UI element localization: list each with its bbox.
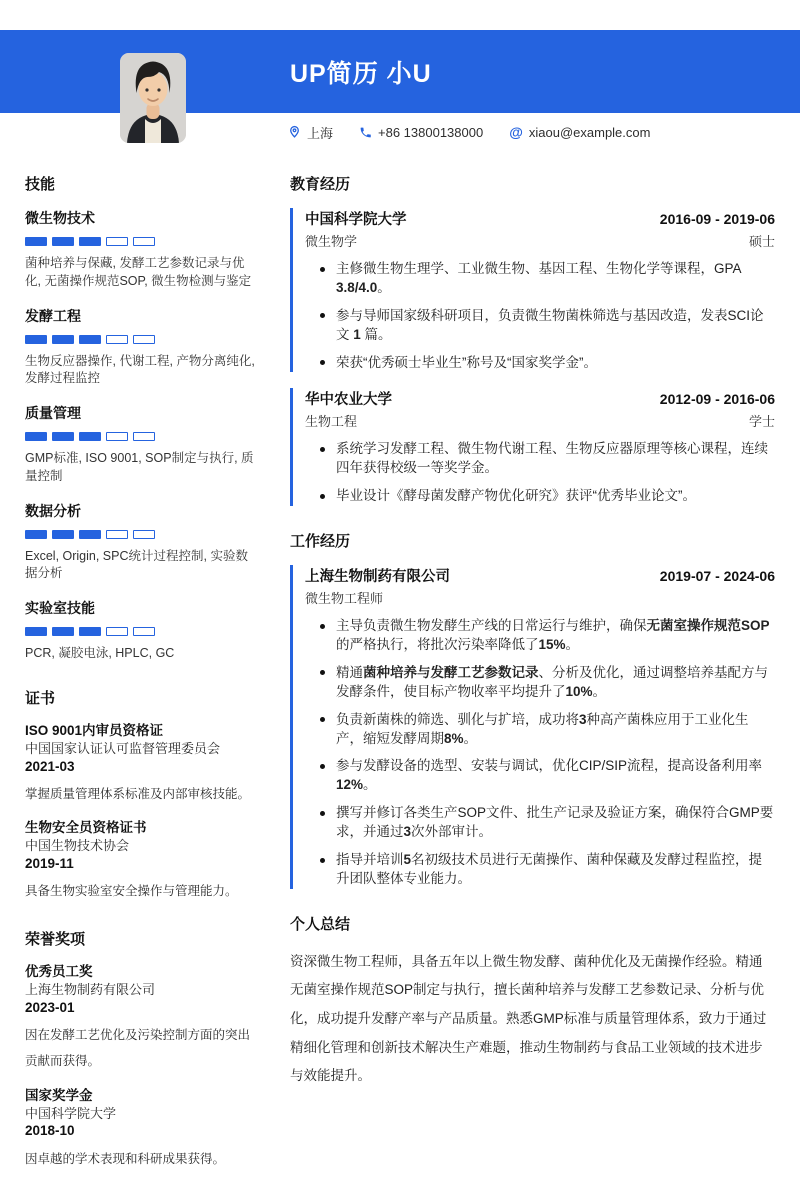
bullet-text: 负责新菌株的筛选、驯化与扩培，成功将 [336,711,579,727]
skill-level-bar [25,627,257,636]
bullet-text: 次外部审计。 [411,824,493,840]
bullet-text: 3.8/4.0 [336,279,378,295]
bullet-text: 撰写并修订各类生产SOP文件、批生产记录及验证方案，确保符合GMP要求，并通过 [336,805,774,840]
contact-row [288,123,800,141]
credential-title: ISO 9001内审员资格证 [25,722,164,738]
education-list [290,208,775,506]
credential-description: 因在发酵工艺优化及污染控制方面的突出贡献而获得。 [25,1028,251,1069]
skill-description: PCR, 凝胶电泳, HPLC, GC [25,646,175,660]
contact-email [509,125,650,140]
awards-heading: 荣誉奖项 [25,931,86,949]
sidebar [25,173,257,1196]
entry-header [305,388,775,409]
bullet-text: 3 [403,824,412,840]
skill-level-bar [25,530,257,539]
bullet-text: 10% [565,683,593,699]
skill-block-empty [133,627,155,636]
skill-description: GMP标准, ISO 9001, SOP制定与执行, 质量控制 [25,451,254,483]
credential-issuer: 中国科学院大学 [25,1105,117,1121]
credential-issuer: 中国生物技术协会 [25,838,130,854]
bullet-text: 毕业设计《酵母菌发酵产物优化研究》获评“优秀毕业论文”。 [336,488,696,504]
bullet-item [319,851,775,889]
main-column [290,173,775,1196]
skill-block-empty [106,237,128,246]
skill-block-empty [106,432,128,441]
credential-date: 2021-03 [25,758,75,774]
skill-name: 实验室技能 [25,600,95,616]
bullet-text: 种高产菌株应用于工业化生产，缩短发酵周期 [336,711,749,746]
skill-block-filled [25,335,47,344]
bullet-text: 。 [463,730,478,746]
bullet-text: 主修微生物生理学、工业微生物、基因工程、生物化学等课程，GPA [336,261,741,276]
awards-section [25,928,257,1172]
bullet-text: 菌种培养与发酵工艺参数记录 [363,664,539,680]
bullet-text: 参与发酵设备的选型、安装与调试，优化CIP/SIP流程，提高设备利用率 [336,758,763,774]
skill-name: 质量管理 [25,405,81,421]
bullet-text: 名初级技术员进行无菌操作、菌种保藏及发酵过程监控，提升团队整体专业能力。 [336,852,763,886]
credential-issuer: 中国国家认证认可监督管理委员会 [25,740,221,756]
phone-icon [359,126,372,139]
skill-block-filled [79,335,101,344]
timeline-entry [290,565,775,889]
bullet-text: 。 [363,777,377,793]
skill-block-empty [106,530,128,539]
bullet-text: 指导并培训 [336,852,404,868]
entry-subheader [305,231,775,250]
bullet-item [319,487,775,506]
skill-block-empty [106,627,128,636]
bullet-item [319,804,775,842]
bullet-item [319,307,775,345]
summary-heading: 个人总结 [290,915,351,933]
skill-block-filled [25,432,47,441]
skill-block-filled [79,530,101,539]
work-list [290,565,775,889]
timeline-entry [290,388,775,506]
credential-item [25,963,257,1074]
awards-list [25,963,257,1172]
entry-organization: 华中农业大学 [305,392,392,409]
credential-title: 国家奖学金 [25,1087,93,1103]
skill-block-filled [79,627,101,636]
bullet-text: 的严格执行，将批次污染率降低了 [336,637,539,653]
at-icon: @ [509,124,523,140]
entry-subheader [305,411,775,430]
skill-item [25,208,257,291]
bullet-item [319,617,775,655]
resume-header [0,30,800,141]
skill-block-empty [133,335,155,344]
skill-level-bar [25,237,257,246]
entry-role: 微生物工程师 [305,591,384,607]
skill-item [25,598,257,663]
entry-role: 生物工程 [305,414,358,430]
contact-location [288,123,333,142]
bullet-text: 篇。 [360,326,392,342]
avatar [120,53,186,143]
contact-email-text: xiaou@example.com [528,124,651,140]
skill-name: 数据分析 [25,502,81,519]
avatar-portrait-icon [120,53,186,143]
credential-item [25,722,257,807]
entry-organization: 中国科学院大学 [305,212,407,228]
skill-name: 微生物技术 [25,210,95,226]
education-heading: 教育经历 [290,176,351,193]
skill-item [25,306,257,389]
skill-block-filled [52,335,74,344]
bullet-text: 15% [538,637,566,653]
skill-block-filled [52,530,74,539]
contact-phone-text: +86 13800138000 [378,124,484,140]
entry-dates: 2019-07 - 2024-06 [659,568,775,585]
entry-bullet-list [305,260,775,372]
bullet-item [319,711,775,749]
skill-block-empty [133,432,155,441]
skill-block-filled [79,237,101,246]
bullet-item [319,757,775,795]
bullet-item [319,260,775,298]
page-title: UP简历 小U [290,59,432,88]
content-columns [0,141,800,1196]
skill-block-filled [52,237,74,246]
work-section [290,530,775,889]
contact-phone [359,125,483,140]
entry-degree: 硕士 [748,234,775,249]
location-pin-icon [288,125,301,139]
entry-role: 微生物学 [305,234,358,249]
skill-block-filled [52,432,74,441]
summary-section [290,913,775,1091]
skill-item [25,403,257,486]
entry-organization: 上海生物制药有限公司 [305,569,450,586]
credential-title: 生物安全员资格证书 [25,819,147,835]
skills-list [25,208,257,663]
bullet-text: 5 [403,852,412,868]
entry-bullet-list [305,617,775,889]
credential-description: 具备生物实验室安全操作与管理能力。 [25,883,238,898]
bullet-item [319,354,775,373]
bullet-text: 无菌室操作规范SOP [646,618,770,634]
skill-block-empty [106,335,128,344]
certificates-list [25,722,257,904]
skill-level-bar [25,335,257,344]
bullet-text: 主导负责微生物发酵生产线的日常运行与维护，确保 [336,618,647,634]
skill-block-filled [79,432,101,441]
education-section [290,173,775,506]
skill-item [25,501,257,584]
entry-header [305,208,775,229]
credential-date: 2018-10 [25,1123,75,1139]
bullet-text: 8% [444,730,464,746]
header-bar [0,30,800,113]
bullet-text: 。 [592,683,607,699]
bullet-text: 荣获“优秀硕士毕业生”称号及“国家奖学金”。 [336,354,597,370]
skill-block-empty [133,530,155,539]
bullet-text: 12% [336,777,364,793]
skill-block-empty [133,237,155,246]
skill-description: Excel, Origin, SPC统计过程控制, 实验数据分析 [25,548,248,581]
entry-bullet-list [305,440,775,506]
credential-date: 2019-11 [25,855,74,871]
skill-block-filled [52,627,74,636]
credential-date: 2023-01 [25,999,75,1015]
contact-location-text: 上海 [307,125,334,141]
credential-item [25,1087,257,1172]
certificates-heading: 证书 [25,689,56,707]
bullet-text: 参与导师国家级科研项目，负责微生物菌株筛选与基因改造，发表SCI论文 [336,307,764,342]
work-heading: 工作经历 [290,533,351,551]
bullet-text: 系统学习发酵工程、微生物代谢工程、生物反应器原理等核心课程，连续四年获得校级一等奖学金。 [336,441,768,476]
entry-header [305,565,775,586]
credential-description: 掌握质量管理体系标准及内部审核技能。 [25,786,251,801]
credential-description: 因卓越的学术表现和科研成果获得。 [25,1151,226,1166]
summary-text: 资深微生物工程师，具备五年以上微生物发酵、菌种优化及无菌操作经验。精通无菌室操作规范SOP制定与执行，擅长菌种培养与发酵工艺参数记录、分析与优化，成功提升发酵产率与产品质量。熟悉GMP标准与质量管理体系，致力于通过精细化管理和创新技术解决生产难题，推动生物制药与食品工业领域的技术进步与效能提升。 [290,953,767,1084]
skill-block-filled [25,237,47,246]
credential-title: 优秀员工奖 [25,964,93,980]
bullet-text: 1 [353,326,361,342]
entry-subheader [305,588,775,607]
bullet-text: 、分析及优化，通过调整培养基配方与发酵条件，使目标产物收率平均提升了 [336,664,768,699]
certificates-section [25,687,257,904]
resume-page [0,30,800,1166]
bullet-text: 精通 [336,664,363,680]
bullet-text: 。 [565,637,580,653]
skill-description: 生物反应器操作, 代谢工程, 产物分离纯化, 发酵过程监控 [25,353,255,386]
entry-dates: 2016-09 - 2019-06 [659,211,775,227]
bullet-text: 3 [579,711,587,727]
skill-block-filled [25,627,47,636]
skills-section [25,173,257,663]
bullet-item [319,440,775,478]
skill-description: 菌种培养与保藏, 发酵工艺参数记录与优化, 无菌操作规范SOP, 微生物检测与鉴定 [25,256,252,288]
skill-block-filled [25,530,47,539]
skills-heading: 技能 [25,176,56,193]
skill-name: 发酵工程 [25,307,81,324]
entry-dates: 2012-09 - 2016-06 [659,391,775,408]
entry-degree: 学士 [748,414,775,430]
credential-item [25,819,257,904]
bullet-text: 。 [377,279,391,295]
skill-level-bar [25,432,257,441]
timeline-entry [290,208,775,372]
bullet-item [319,664,775,702]
credential-issuer: 上海生物制药有限公司 [25,982,156,998]
